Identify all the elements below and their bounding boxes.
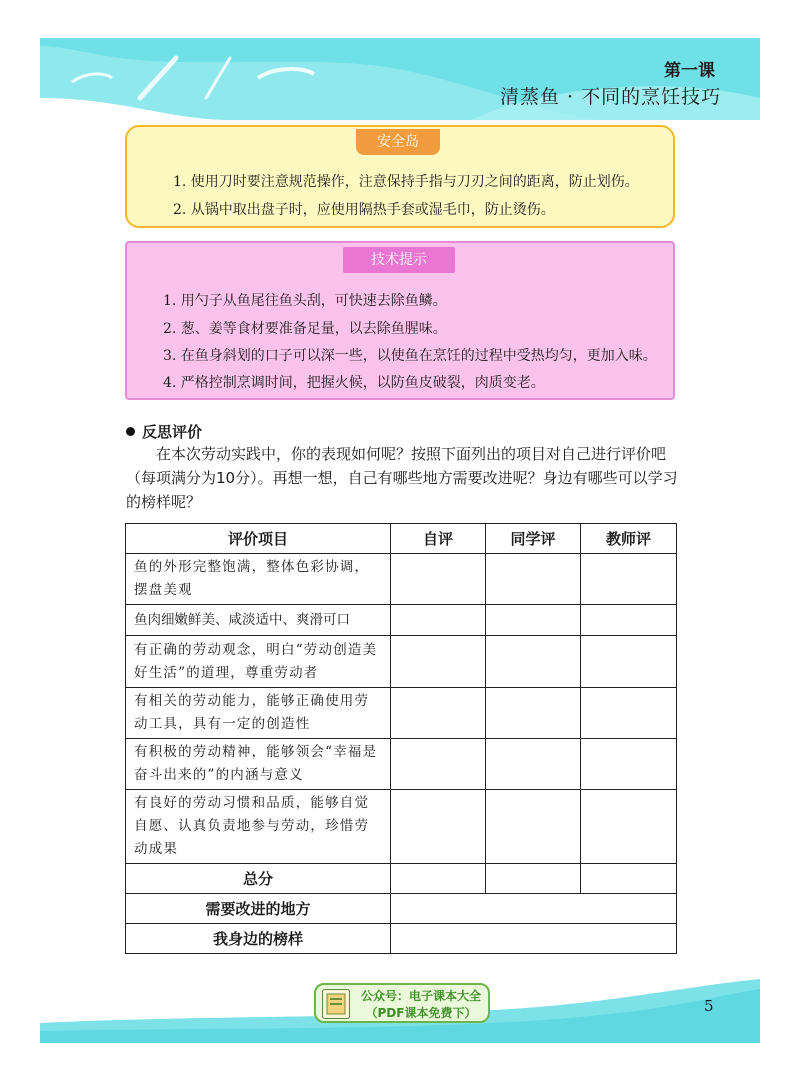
header-peer: 同学评 [486,524,581,554]
total-row [126,864,677,894]
reflection-paragraph: 在本次劳动实践中，你的表现如何呢？按照下面列出的项目对自己进行评价吧（每项满分为10分）。再想一想，自己有哪些地方需要改进呢？身边有哪些可以学习的榜样呢？ [126,445,678,511]
watermark-line2: （PDF课本免费下） [365,1006,477,1020]
header-teacher: 教师评 [581,524,677,554]
safety-badge: 安全岛 [356,129,440,155]
teacher-score-cell[interactable] [581,790,677,864]
table-row [126,554,677,605]
safety-box [125,125,675,228]
self-score-cell[interactable] [391,739,486,790]
table-header-row [126,524,677,554]
book-logo-icon [322,989,350,1019]
evaluation-table [125,523,677,954]
peer-score-cell[interactable] [486,688,581,739]
self-score-cell[interactable] [391,605,486,636]
item-cell: 鱼肉细嫩鲜美、咸淡适中、爽滑可口 [126,605,391,636]
tip-item: 3. 在鱼身斜划的口子可以深一些，以使鱼在烹饪的过程中受热均匀，更加入味。 [163,348,657,364]
teacher-total-cell[interactable] [581,864,677,894]
peer-score-cell[interactable] [486,605,581,636]
tip-item: 4. 严格控制烹调时间，把握火候，以防鱼皮破裂，肉质变老。 [163,375,545,391]
improve-cell[interactable] [391,894,677,924]
reflection-heading-text: 反思评价 [142,423,203,441]
page-number: 5 [704,997,714,1015]
table-row [126,605,677,636]
safety-item: 2. 从锅中取出盘子时，应使用隔热手套或湿毛巾，防止烫伤。 [173,202,555,218]
table-row [126,739,677,790]
improve-label: 需要改进的地方 [126,894,391,924]
lesson-title: 清蒸鱼 · 不同的烹饪技巧 [500,86,722,108]
peer-total-cell[interactable] [486,864,581,894]
item-cell: 有相关的劳动能力，能够正确使用劳动工具，具有一定的创造性 [126,688,391,739]
peer-score-cell[interactable] [486,790,581,864]
watermark-line1: 公众号：电子课本大全 [360,989,481,1003]
item-cell: 有正确的劳动观念，明白“劳动创造美好生活”的道理，尊重劳动者 [126,636,391,688]
table-row [126,688,677,739]
tip-item: 1. 用勺子从鱼尾往鱼头刮，可快速去除鱼鳞。 [163,293,447,309]
self-score-cell[interactable] [391,636,486,688]
table-row [126,636,677,688]
total-label: 总分 [126,864,391,894]
item-cell: 有良好的劳动习惯和品质，能够自觉自愿、认真负责地参与劳动，珍惜劳动成果 [126,790,391,864]
peer-score-cell[interactable] [486,739,581,790]
tips-badge: 技术提示 [343,247,455,273]
teacher-score-cell[interactable] [581,554,677,605]
tips-box [125,241,675,400]
bullet-icon [126,427,135,436]
item-cell: 鱼的外形完整饱满，整体色彩协调，摆盘美观 [126,554,391,605]
teacher-score-cell[interactable] [581,636,677,688]
teacher-score-cell[interactable] [581,688,677,739]
teacher-score-cell[interactable] [581,605,677,636]
lesson-number: 第一课 [664,61,715,81]
peer-score-cell[interactable] [486,554,581,605]
safety-item: 1. 使用刀时要注意规范操作，注意保持手指与刀刃之间的距离，防止划伤。 [173,174,639,190]
self-score-cell[interactable] [391,554,486,605]
self-total-cell[interactable] [391,864,486,894]
tip-item: 2. 葱、姜等食材要准备足量，以去除鱼腥味。 [163,321,447,337]
role-model-row [126,924,677,954]
watermark-badge [314,983,490,1023]
item-cell: 有积极的劳动精神，能够领会“幸福是奋斗出来的”的内涵与意义 [126,739,391,790]
table-row [126,790,677,864]
role-model-cell[interactable] [391,924,677,954]
self-score-cell[interactable] [391,790,486,864]
self-score-cell[interactable] [391,688,486,739]
peer-score-cell[interactable] [486,636,581,688]
role-model-label: 我身边的榜样 [126,924,391,954]
reflection-heading [126,421,202,442]
teacher-score-cell[interactable] [581,739,677,790]
header-item: 评价项目 [126,524,391,554]
improve-row [126,894,677,924]
header-self: 自评 [391,524,486,554]
